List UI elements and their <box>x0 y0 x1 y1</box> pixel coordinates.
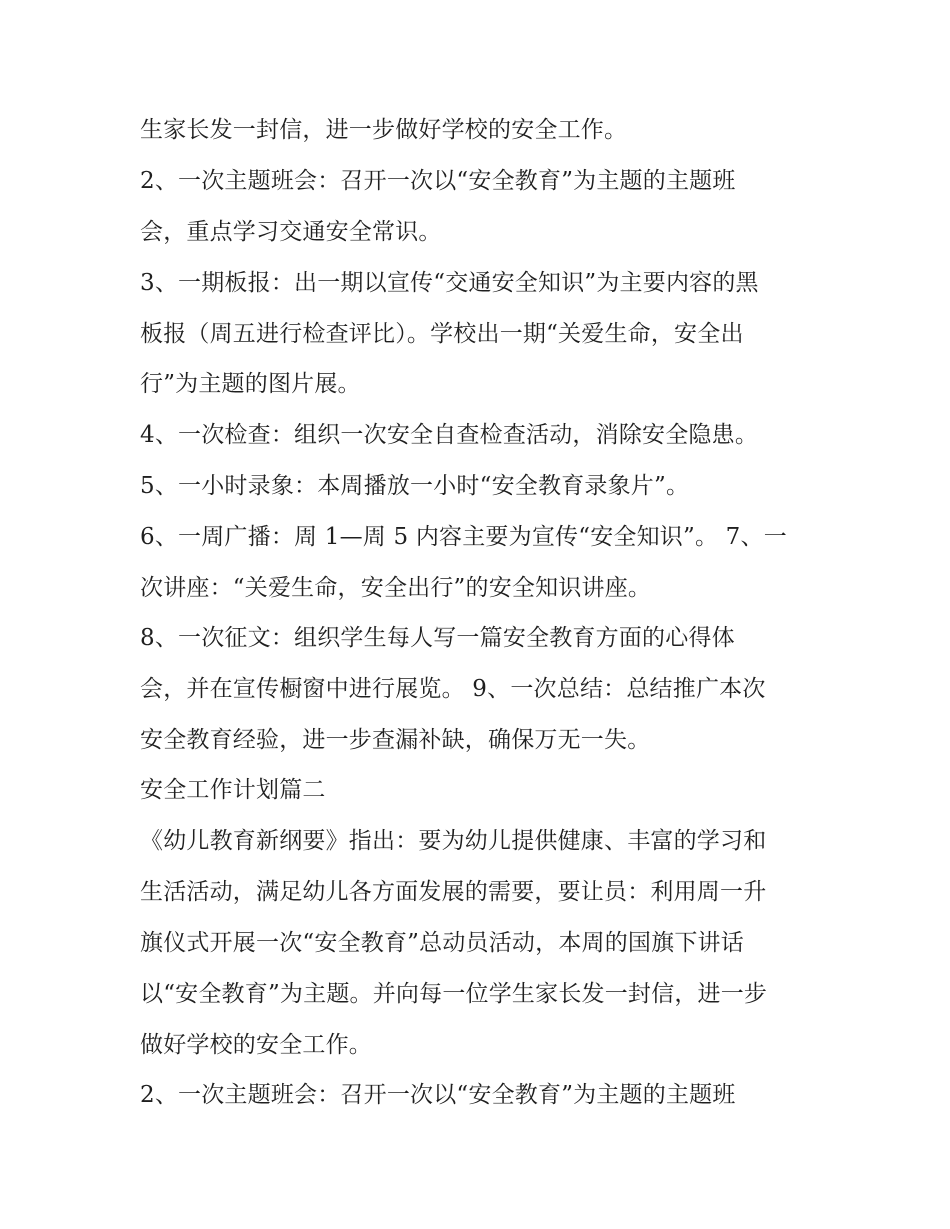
text-line: 2、一次主题班会：召开一次以“安全教育”为主题的主题班 <box>140 168 736 194</box>
text-line: 生家长发一封信，进一步做好学校的安全工作。 <box>140 117 628 143</box>
text-line: 4、一次检查：组织一次安全自查检查活动，消除安全隐患。 <box>140 422 759 448</box>
text-line: 会，重点学习交通安全常识。 <box>140 219 442 245</box>
text-line: 5、一小时录象：本周播放一小时“安全教育录象片”。 <box>140 473 690 499</box>
text-line: 3、一期板报：出一期以宣传“交通安全知识”为主要内容的黑 <box>140 270 759 296</box>
text-line: 6、一周广播：周 1—周 5 内容主要为宣传“安全知识”。 7、一 <box>140 524 787 550</box>
text-line: 做好学校的安全工作。 <box>140 1032 372 1058</box>
section-heading: 安全工作计划篇二 <box>140 777 326 803</box>
text-line: 次讲座：“关爱生命，安全出行”的安全知识讲座。 <box>140 575 652 601</box>
text-line: 板报（周五进行检查评比）。学校出一期“关爱生命，安全出 <box>140 321 744 347</box>
text-line: 2、一次主题班会：召开一次以“安全教育”为主题的主题班 <box>140 1082 736 1108</box>
text-line: 安全教育经验，进一步查漏补缺，确保万无一失。 <box>140 727 651 753</box>
text-line: 行”为主题的图片展。 <box>140 371 361 397</box>
text-line: 以“安全教育”为主题。并向每一位学生家长发一封信，进一步 <box>140 981 768 1007</box>
text-line: 8、一次征文：组织学生每人写一篇安全教育方面的心得体 <box>140 625 735 651</box>
text-line: 旗仪式开展一次“安全教育”总动员活动，本周的国旗下讲话 <box>140 930 744 956</box>
text-line: 会，并在宣传橱窗中进行展览。 9、一次总结：总结推广本次 <box>140 676 766 702</box>
text-line: 《幼儿教育新纲要》指出：要为幼儿提供健康、丰富的学习和 <box>140 828 767 854</box>
text-line: 生活活动，满足幼儿各方面发展的需要，要让员：利用周一升 <box>140 879 767 905</box>
